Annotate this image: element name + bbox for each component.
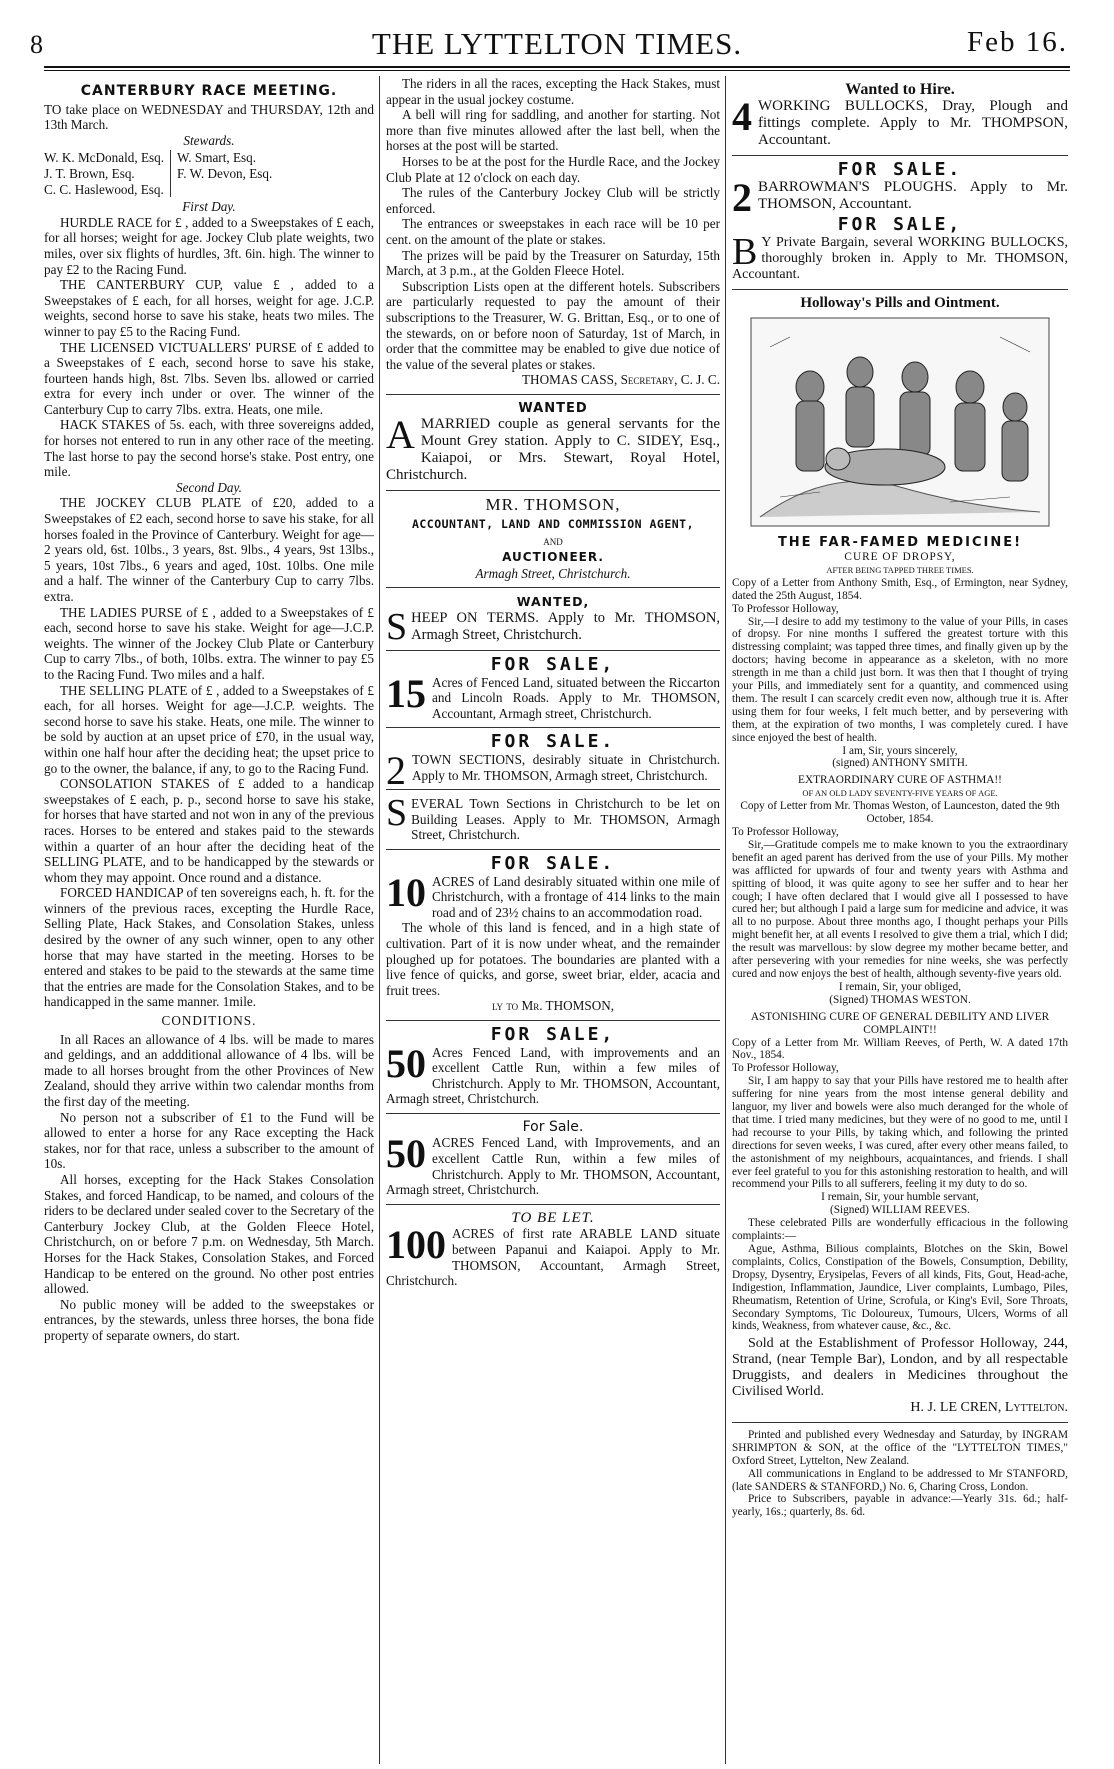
testimonial-intro: Copy of a Letter from Mr. William Reeves, of Perth, W. A dated 17th Nov., 1854. [732, 1036, 1068, 1062]
masthead-rule [44, 66, 1070, 68]
race-entry: THE JOCKEY CLUB PLATE of £20, added to a Sweepstakes of £2 each, second horse to save his stake, for all horses foaled in the Province of Canterbury. Weight for age—2 years old, 6st. 10lbs., 3 years, 8st. 9lbs., 4 years, 9st 13lbs., 5 years, 10st 7lbs., 6 years and aged, 10st. 10lbs. One mile and a half. The winner of the Canterbury Cup to carry 7lbs. extra. [44, 495, 374, 604]
medicine-heading: THE FAR-FAMED MEDICINE! [777, 535, 1023, 551]
imprint-subscription-price: Price to Subscribers, payable in advance:—Yearly 31s. 6d.; half-yearly, 16s.; quarterly, 8s. 6d. [732, 1493, 1068, 1519]
land-ad-apply: ly to Mr. THOMSON, [491, 998, 615, 1014]
divider [386, 650, 720, 651]
testimonial-heading: ASTONISHING CURE OF GENERAL DEBILITY AND LIVER COMPLAINT!! [750, 1010, 1050, 1036]
steward-name: J. T. Brown, Esq. [44, 165, 135, 181]
sold-at-notice: Sold at the Establishment of Professor Holloway, 244, Strand, (near Temple Bar), London, and by all respectable Druggists, and dealers in Medicines throughout the Civilised World. [732, 1336, 1068, 1400]
masthead [0, 0, 1114, 66]
condition-paragraph: All horses, excepting for the Hack Stakes Consolation Stakes, and forced Handicap, to be named, and colours of the riders to be declared under sealed cover to the Secretary of the Canterbury Jockey Club, at the Golden Fleece Hotel, Christchurch, on or before 7 p.m. on Wednesday, 5th March. Horses for the Hack Stakes, Consolation Stakes, and Forced Handicap to be entered on the ground. No other post entries allowed. [44, 1171, 374, 1297]
page-number: 8 [30, 30, 43, 59]
race-entry: CONSOLATION STAKES of £ added to a handicap sweepstakes of £ each, p. p., second horse to save his stake, for horses that have started and not won in any of the previous races. Horses to be entered and stakes paid to the stewards within a quarter of an hour after the deciding heat of the SELLING PLATE, and to be handicapped by the stewards or whom they may appoint. Once round and a distance. [44, 776, 374, 885]
hire-heading: Wanted to Hire. [845, 81, 955, 98]
conditions-heading: CONDITIONS. [161, 1013, 257, 1029]
second-day-label: Second Day. [176, 479, 242, 495]
race-meeting-heading: CANTERBURY RACE MEETING. [80, 83, 338, 99]
testimonial-body: Sir,—Gratitude compels me to make known to you the extraordinary benefit an aged parent has derived from the use of your Pills. My mother was afflicted for upwards of four and twenty years with Asthma and spitting of blood, it was quite agony to see her suffer and to hear her cough; I have often declared that I would give all I possessed to have cured her; but although I paid a large sum for medicine and advice, it was all to no purpose. About three months ago, I thought perhaps your Pills might benefit her, at all events I resolved to give them a trial, which I did; the result was marvellous: by slow degree my mother became better, and after persevering with your remedies for nine weeks, she was perfectly cured and now enjoys the best of health, although seventy-five years old. [732, 838, 1068, 980]
race-entry: FORCED HANDICAP of ten sovereigns each, h. ft. for the winners of the previous races, excepting the Hurdle Race, Selling Plate, Hack Stakes, and Consolation Stakes, unless desired by the owner of any such winner, open to any other horse that may have started in the meeting. Horses to be entered and stakes to be paid to the stewards at the same time that the entries are made for the Consolation Stakes, and to be handicapped in the same manner. 1mile. [44, 885, 374, 1010]
for-sale-heading: FOR SALE. [837, 158, 963, 180]
thomson-address: Armagh Street, Christchurch. [475, 565, 631, 581]
ploughs-ad: 2 BARROWMAN'S PLOUGHS. Apply to Mr. THOMSON, Accountant. [732, 175, 1068, 221]
land-ad: 50 ACRES Fenced Land, with Improvements, and an excellent Cattle Run, within a few miles of Christchurch. Apply to Mr. THOMSON, Accountant, Armagh street, Christchurch. [386, 1131, 720, 1198]
testimonial-heading: CURE OF DROPSY, [844, 550, 956, 563]
bullocks-ad: 4 WORKING BULLOCKS, Dray, Plough and fittings complete. Apply to Mr. THOMPSON, Accountant. [732, 93, 1068, 148]
holloway-heading: Holloway's Pills and Ointment. [800, 294, 1000, 311]
testimonial-subheading: AFTER BEING TAPPED THREE TIMES. [826, 564, 974, 575]
testimonial-close: I remain, Sir, your obliged, [838, 980, 962, 993]
testimonial-salutation: To Professor Holloway, [732, 826, 839, 838]
testimonial-salutation: To Professor Holloway, [732, 1062, 839, 1075]
newspaper-title: THE LYTTELTON TIMES. [371, 26, 743, 61]
testimonial-intro: Copy of Letter from Mr. Thomas Weston, of Launceston, dated the 9th October, 1854. [740, 800, 1060, 826]
steward-name: F. W. Devon, Esq. [177, 165, 273, 181]
to-let-ad: 100 ACRES of first rate ARABLE LAND situate between Papanui and Kaiapoi. Apply to Mr. THOMSON, Accountant, Armagh Street, Christchurch. [386, 1222, 720, 1289]
for-sale-heading: FOR SALE, [490, 1023, 616, 1045]
divider [386, 789, 720, 790]
race-entry: THE CANTERBURY CUP, value £ , added to a Sweepstakes of £ each, for all horses, weight for age. J.C.P. weights, second horse to save his stake, heats two miles. The winner to pay £5 to the Racing Fund. [44, 277, 374, 339]
divider [732, 289, 1068, 290]
divider [386, 1113, 720, 1114]
column-advertisements [386, 76, 720, 1764]
divider [386, 1020, 720, 1021]
race-entry: HURDLE RACE for £ , added to a Sweepstakes of £ each, for all horses; weight for age. Jockey Club plate weights, two miles, over six flights of hurdles, 3ft. 6in. high. The winner to pay £2 to the Racing Fund. [44, 214, 374, 277]
condition-paragraph: In all Races an allowance of 4 lbs. will be made to mares and geldings, and an addditional allowance of 4 lbs. will be made to all horses brought from the other Provinces of New Zealand, should they arrive within two calendar months from the first day of the meeting. [44, 1031, 374, 1109]
testimonial-signature: (Signed) WILLIAM REEVES. [829, 1204, 971, 1217]
testimonial-heading: EXTRAORDINARY CURE OF ASTHMA!! [798, 774, 1002, 787]
imprint-publisher: Printed and published every Wednesday and Saturday, by INGRAM SHRIMPTON & SON, at the office of the "LYTTELTON TIMES," Oxford Street, Lyttelton, New Zealand. [732, 1428, 1068, 1467]
thomson-auctioneer: AUCTIONEER. [502, 550, 604, 565]
divider [386, 727, 720, 728]
masthead-rule-thin [44, 70, 1070, 71]
complaints-intro: These celebrated Pills are wonderfully efficacious in the following complaints:— [732, 1217, 1068, 1243]
column-rule [379, 76, 380, 1764]
testimonial-body: Sir,—I desire to add my testimony to the value of your Pills, in cases of dropsy. For nine months I suffered the greatest torture with this distressing complaint; was tapped three times, and finally given up by the doctors; having become in appearance as a skeleton, with no more strength in me than a child just born. It was then that I thought of trying your Pills, and immediately sent for a quantity, and commenced using them. The result I can scarcely credit even now, although true it is. After using them for four weeks, I felt much better, and by persevering with them, at the expiration of two months, I was completely cured. I have since enjoyed the best of health. [732, 615, 1068, 744]
testimonial-signature: (signed) ANTHONY SMITH. [832, 757, 968, 770]
divider [386, 490, 720, 491]
steward-name: C. C. Haslewood, Esq. [44, 181, 164, 197]
rule-paragraph: Subscription Lists open at the different hotels. Subscribers are particularly requested to pay the amount of their subscriptions to the Treasurer, W. G. Brittan, Esq., or to one of the stewards, on or before noon of Saturday, 1st of March, in order that the committee may be enabled to give due notice of the value of the several plates or stakes. [386, 278, 720, 372]
column-race-meeting [44, 76, 374, 1764]
condition-paragraph: No person not a subscriber of £1 to the Fund will be allowed to enter a horse for any Race excepting the Hack stakes, nor for that race, unless a subscriber to the amount of 10s. [44, 1109, 374, 1172]
testimonial-close: I am, Sir, yours sincerely, [842, 744, 958, 757]
race-entry: THE LICENSED VICTUALLERS' PURSE of £ added to a Sweepstakes of £ each, second horse to save his stake, fourteen hands high, 8st. 7lbs. Seven lbs. allowed or carried extra for every inch under or over. The winner of the Canterbury Cup to carry 7lbs. extra. Heats, one mile. [44, 339, 374, 417]
sheep-ad: SHEEP ON TERMS. Apply to Mr. THOMSON, Armagh Street, Christchurch. [386, 606, 720, 649]
land-ad: 50 Acres Fenced Land, with improvements and an excellent Cattle Run, within a few miles of Christchurch. Apply to Mr. THOMSON, Accountant, Armagh street, Christchurch. [386, 1040, 720, 1107]
column-rule [725, 76, 726, 1764]
rule-paragraph: The prizes will be paid by the Treasurer on Saturday, 15th March, at 3 p.m., at the Golden Fleece Hotel. [386, 247, 720, 279]
divider [732, 155, 1068, 156]
divider [386, 849, 720, 850]
land-ad-detail: The whole of this land is fenced, and in a high state of cultivation. Part of it is now under wheat, and the remainder ploughed up for potatoes. The boundaries are planted with a live fence of quicks, and gorse, sweet briar, elder, acacia and fruit trees. [386, 920, 720, 998]
thomson-and: AND [543, 536, 563, 547]
stewards-list [44, 150, 374, 197]
stewards-label: Stewards. [183, 132, 235, 148]
for-sale-heading: For Sale. [522, 1118, 584, 1135]
first-day-label: First Day. [182, 199, 236, 215]
testimonial-subheading: OF AN OLD LADY SEVENTY-FIVE YEARS OF AGE. [802, 788, 998, 799]
wanted-heading: WANTED, [516, 594, 590, 610]
rule-paragraph: Horses to be at the post for the Hurdle Race, and the Jockey Club Plate at 12 o'clock on each day. [386, 153, 720, 185]
steward-name: W. Smart, Esq. [177, 150, 257, 166]
testimonial-intro: Copy of a Letter from Anthony Smith, Esq., of Ermington, near Sydney, dated the 25th August, 1854. [732, 576, 1068, 602]
for-sale-heading: FOR SALE. [490, 731, 616, 753]
private-bargain-ad: B Y Private Bargain, several WORKING BULLOCKS, thoroughly broken in. Apply to Mr. THOMSON, Accountant. [732, 230, 1068, 282]
rule-paragraph: The riders in all the races, excepting the Hack Stakes, must appear in the usual jockey costume. [386, 76, 720, 107]
race-entry: THE LADIES PURSE of £ , added to a Sweepstakes of £ each, second horse to save his stake. Weight for age—J.C.P. weights. The winner of the Jockey Club Plate or Canterbury Cup to carry 7lbs., of both, 10lbs. extra. The winner to pay £5 to the Racing Fund. Two miles and a half. [44, 604, 374, 682]
complaints-list: Ague, Asthma, Bilious complaints, Blotches on the Skin, Bowel complaints, Colics, Constipation of the Bowels, Consumption, Debility, Dropsy, Dysentry, Erysipelas, Fevers of all kinds, Fits, Gout, Head-ache, Indigestion, Inflammation, Jaundice, Liver complaints, Lumbago, Piles, Rheumatism, Retention of Urine, Scrofula, or King's Evil, Sore Throats, Secondary Symptoms, Tic Doloureux, Tumours, Ulcers, Worms of all kinds, Weakness, from whatever cause, &c., &c. [732, 1243, 1068, 1333]
land-ad: 10 ACRES of Land desirably situated within one mile of Christchurch, with a frontage of 414 links to the main road and of 23½ chains to an accommodation road. [386, 869, 720, 920]
for-sale-heading: FOR SALE. [490, 852, 616, 874]
wanted-heading: WANTED [518, 400, 588, 416]
local-agent: H. J. LE CREN, Lyttelton. [910, 1400, 1068, 1416]
for-sale-heading: FOR SALE, [490, 654, 616, 676]
to-let-heading: TO BE LET. [511, 1209, 595, 1226]
testimonial-body: Sir, I am happy to say that your Pills have restored me to health after suffering for nine years from the most intense general debility and languor, my liver and bowels were also much deranged for the whole of that time. I tried many medicines, but they were of no good to me, until I had recourse to your Pills, by taking which, and following the printed directions for seven weeks, I was cured, after every other means failed, to the astonishment of my neighbours, acquaintances, and friends. I shall ever feel grateful to you for this astonishing restoration to health, and will recommend your Pills to all sufferers, feeling it my duty to do so. [732, 1075, 1068, 1191]
race-entry: HACK STAKES of 5s. each, with three sovereigns added, for horses not entered to run in any other race of the meeting. The last horse to pay the second horse's stake. Post entry, one mile. [44, 417, 374, 480]
for-sale-heading: FOR SALE, [837, 214, 963, 236]
several-sections-ad: SEVERAL Town Sections in Christchurch to be let on Building Leases. Apply to Mr. THOMSON, Armagh Street, Christchurch. [386, 792, 720, 843]
condition-paragraph: No public money will be added to the sweepstakes or entrances, by the stewards, unless three horses, the bona fide property of separate owners, do start. [44, 1296, 374, 1343]
rule-paragraph: The rules of the Canterbury Jockey Club will be strictly enforced. [386, 185, 720, 216]
town-sections-ad: 2 TOWN SECTIONS, desirably situate in Christchurch. Apply to Mr. THOMSON, Armagh street, Christchurch. [386, 748, 720, 793]
divider [732, 1422, 1068, 1423]
rule-paragraph: A bell will ring for saddling, and another for starting. Not more than five minutes allowed after the last bell, when the horses at the post will be started. [386, 107, 720, 154]
divider [386, 1204, 720, 1205]
divider [386, 394, 720, 395]
race-intro: TO take place on WEDNESDAY and THURSDAY, 12th and 13th March. [44, 101, 374, 133]
thomson-profession: ACCOUNTANT, LAND AND COMMISSION AGENT, [411, 517, 695, 532]
steward-name: W. K. McDonald, Esq. [44, 150, 165, 166]
testimonial-salutation: To Professor Holloway, [732, 602, 839, 615]
thomson-name: MR. THOMSON, [485, 495, 621, 515]
imprint-london-agent: All communications in England to be addressed to Mr STANFORD, (late SANDERS & STANFORD,) No. 6, Charing Cross, London. [732, 1467, 1068, 1493]
wanted-ad: AMARRIED couple as general servants for the Mount Grey station. Apply to C. SIDEY, Esq., Kaiapoi, or Mrs. Stewart, Royal Hotel, Christchurch. [386, 412, 720, 484]
race-entry: THE SELLING PLATE of £ , added to a Sweepstakes of £ each, for all horses. Weight for age—J.C.P. weights. The second horse to save his stake. Heats, one mile. The winner to be sold by auction at an upset price of £70, in the usual way, within one half hour after the deciding heat; the upset price to go to the owner, the balance, if any, to go to the Racing Fund. [44, 682, 374, 776]
divider [386, 587, 720, 588]
secretary-signature: THOMAS CASS, Secretary, C. J. C. [522, 372, 720, 388]
rule-paragraph: The entrances or sweepstakes in each race will be 10 per cent. on the amount of the plate or stakes. [386, 216, 720, 247]
issue-date: Feb 16. [967, 26, 1068, 58]
testimonial-close: I remain, Sir, your humble servant, [821, 1191, 979, 1204]
holloway-engraving-image [750, 317, 1050, 527]
testimonial-signature: (Signed) THOMAS WESTON. [829, 993, 971, 1006]
land-ad: 15 Acres of Fenced Land, situated between the Riccarton and Lincoln Roads. Apply to Mr. THOMSON, Accountant, Armagh street, Christchurch. [386, 670, 720, 721]
column-holloway [732, 76, 1068, 1764]
